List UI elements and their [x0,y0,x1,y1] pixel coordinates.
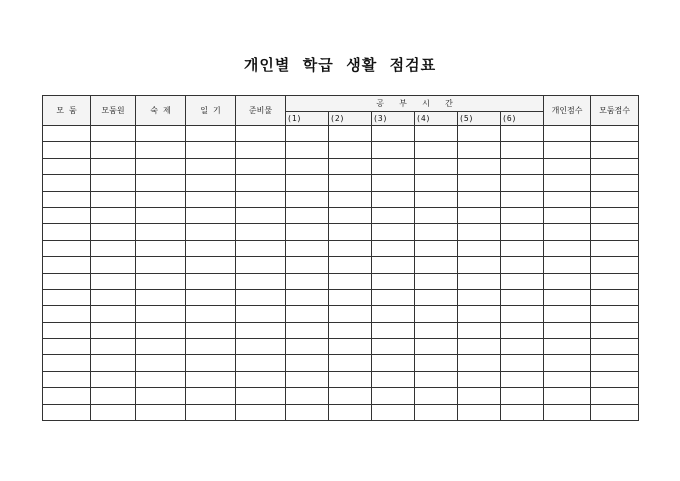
header-period-4: (4) [415,112,458,126]
cell-group-score[interactable] [591,158,639,174]
cell-group[interactable] [43,175,91,191]
cell-homework[interactable] [136,273,186,289]
cell-personal-score[interactable] [544,126,591,142]
cell-homework[interactable] [136,339,186,355]
cell-group[interactable] [43,339,91,355]
cell-supplies[interactable] [236,404,286,420]
cell-group-score[interactable] [591,126,639,142]
cell-period-1[interactable] [286,371,329,387]
cell-group-member[interactable] [91,273,136,289]
cell-supplies[interactable] [236,273,286,289]
cell-period-2[interactable] [329,191,372,207]
cell-homework[interactable] [136,289,186,305]
table-row [43,191,639,207]
cell-group[interactable] [43,355,91,371]
cell-period-3[interactable] [372,224,415,240]
cell-period-2[interactable] [329,306,372,322]
cell-group-member[interactable] [91,404,136,420]
cell-supplies[interactable] [236,289,286,305]
cell-homework[interactable] [136,306,186,322]
cell-period-1[interactable] [286,404,329,420]
table-row [43,371,639,387]
cell-homework[interactable] [136,404,186,420]
cell-group-member[interactable] [91,257,136,273]
cell-period-6[interactable] [501,257,544,273]
cell-period-3[interactable] [372,240,415,256]
cell-group[interactable] [43,289,91,305]
cell-period-2[interactable] [329,289,372,305]
cell-personal-score[interactable] [544,388,591,404]
table-row [43,257,639,273]
cell-homework[interactable] [136,224,186,240]
cell-group-member[interactable] [91,322,136,338]
cell-supplies[interactable] [236,322,286,338]
cell-supplies[interactable] [236,388,286,404]
cell-period-5[interactable] [458,175,501,191]
cell-period-1[interactable] [286,273,329,289]
cell-group-member[interactable] [91,158,136,174]
cell-personal-score[interactable] [544,207,591,223]
cell-period-1[interactable] [286,388,329,404]
cell-period-5[interactable] [458,371,501,387]
cell-diary[interactable] [186,371,236,387]
header-supplies: 준비물 [236,96,286,126]
cell-period-6[interactable] [501,158,544,174]
cell-period-1[interactable] [286,322,329,338]
cell-group-score[interactable] [591,273,639,289]
cell-group-score[interactable] [591,207,639,223]
table-row [43,224,639,240]
cell-period-1[interactable] [286,257,329,273]
cell-period-4[interactable] [415,224,458,240]
cell-period-1[interactable] [286,224,329,240]
cell-diary[interactable] [186,306,236,322]
cell-period-4[interactable] [415,126,458,142]
cell-group[interactable] [43,207,91,223]
cell-diary[interactable] [186,339,236,355]
cell-period-1[interactable] [286,207,329,223]
checklist-table [42,95,639,421]
cell-personal-score[interactable] [544,142,591,158]
document-title: 개인별 학급 생활 점검표 [243,56,437,74]
cell-period-4[interactable] [415,273,458,289]
cell-group[interactable] [43,158,91,174]
cell-period-1[interactable] [286,355,329,371]
cell-group-member[interactable] [91,175,136,191]
header-period-6: (6) [501,112,544,126]
cell-homework[interactable] [136,126,186,142]
cell-period-2[interactable] [329,207,372,223]
cell-period-3[interactable] [372,388,415,404]
cell-period-1[interactable] [286,339,329,355]
cell-period-1[interactable] [286,142,329,158]
cell-personal-score[interactable] [544,289,591,305]
header-group-member: 모둠원 [91,96,136,126]
cell-period-6[interactable] [501,339,544,355]
table-row [43,322,639,338]
cell-diary[interactable] [186,322,236,338]
cell-group[interactable] [43,126,91,142]
cell-diary[interactable] [186,158,236,174]
cell-supplies[interactable] [236,339,286,355]
cell-period-5[interactable] [458,322,501,338]
cell-period-4[interactable] [415,257,458,273]
header-homework: 숙 제 [136,96,186,126]
cell-period-6[interactable] [501,191,544,207]
cell-diary[interactable] [186,191,236,207]
cell-period-6[interactable] [501,371,544,387]
cell-period-4[interactable] [415,191,458,207]
table-row [43,388,639,404]
cell-group-score[interactable] [591,371,639,387]
table-row [43,207,639,223]
cell-homework[interactable] [136,142,186,158]
table-row [43,306,639,322]
cell-group-score[interactable] [591,306,639,322]
table-row [43,240,639,256]
cell-group[interactable] [43,322,91,338]
cell-group-score[interactable] [591,240,639,256]
header-period-5: (5) [458,112,501,126]
cell-personal-score[interactable] [544,371,591,387]
cell-diary[interactable] [186,355,236,371]
cell-group[interactable] [43,306,91,322]
cell-period-5[interactable] [458,388,501,404]
cell-personal-score[interactable] [544,355,591,371]
cell-group[interactable] [43,257,91,273]
cell-period-3[interactable] [372,207,415,223]
cell-period-3[interactable] [372,404,415,420]
cell-group-score[interactable] [591,142,639,158]
cell-period-5[interactable] [458,257,501,273]
header-personal-score: 개인점수 [544,96,591,126]
cell-period-2[interactable] [329,224,372,240]
cell-period-4[interactable] [415,388,458,404]
table-header [43,96,639,126]
cell-homework[interactable] [136,207,186,223]
cell-period-2[interactable] [329,388,372,404]
header-study-time: 공 부 시 간 [286,96,544,112]
table-row [43,355,639,371]
cell-period-6[interactable] [501,306,544,322]
cell-period-2[interactable] [329,371,372,387]
cell-homework[interactable] [136,322,186,338]
cell-personal-score[interactable] [544,158,591,174]
cell-period-4[interactable] [415,240,458,256]
cell-period-2[interactable] [329,322,372,338]
header-group-score: 모둠점수 [591,96,639,126]
cell-diary[interactable] [186,126,236,142]
cell-period-5[interactable] [458,355,501,371]
cell-group-score[interactable] [591,339,639,355]
cell-period-5[interactable] [458,142,501,158]
cell-period-6[interactable] [501,388,544,404]
cell-period-3[interactable] [372,273,415,289]
cell-group[interactable] [43,191,91,207]
cell-group-score[interactable] [591,191,639,207]
cell-group-member[interactable] [91,240,136,256]
cell-period-3[interactable] [372,371,415,387]
cell-period-2[interactable] [329,158,372,174]
cell-supplies[interactable] [236,306,286,322]
cell-group[interactable] [43,371,91,387]
cell-diary[interactable] [186,273,236,289]
cell-supplies[interactable] [236,355,286,371]
cell-personal-score[interactable] [544,240,591,256]
cell-homework[interactable] [136,388,186,404]
cell-period-2[interactable] [329,273,372,289]
cell-period-3[interactable] [372,158,415,174]
cell-group-score[interactable] [591,257,639,273]
cell-group-member[interactable] [91,289,136,305]
table-row [43,289,639,305]
cell-personal-score[interactable] [544,257,591,273]
cell-supplies[interactable] [236,371,286,387]
cell-group[interactable] [43,388,91,404]
cell-period-1[interactable] [286,126,329,142]
cell-diary[interactable] [186,224,236,240]
cell-period-3[interactable] [372,306,415,322]
cell-group-score[interactable] [591,289,639,305]
cell-period-3[interactable] [372,175,415,191]
cell-group-score[interactable] [591,175,639,191]
cell-period-2[interactable] [329,355,372,371]
cell-period-6[interactable] [501,142,544,158]
cell-group-member[interactable] [91,339,136,355]
cell-period-5[interactable] [458,126,501,142]
header-period-1: (1) [286,112,329,126]
cell-period-5[interactable] [458,207,501,223]
cell-homework[interactable] [136,355,186,371]
cell-period-3[interactable] [372,339,415,355]
cell-period-5[interactable] [458,404,501,420]
cell-diary[interactable] [186,388,236,404]
cell-group-score[interactable] [591,322,639,338]
cell-group-member[interactable] [91,306,136,322]
cell-period-5[interactable] [458,339,501,355]
cell-period-6[interactable] [501,126,544,142]
table-row [43,175,639,191]
cell-group-score[interactable] [591,224,639,240]
cell-period-4[interactable] [415,207,458,223]
cell-personal-score[interactable] [544,191,591,207]
cell-personal-score[interactable] [544,306,591,322]
cell-period-1[interactable] [286,240,329,256]
header-period-2: (2) [329,112,372,126]
cell-group[interactable] [43,404,91,420]
table-body [43,126,639,421]
cell-group-member[interactable] [91,388,136,404]
cell-period-1[interactable] [286,306,329,322]
cell-period-1[interactable] [286,158,329,174]
cell-period-5[interactable] [458,158,501,174]
cell-period-4[interactable] [415,306,458,322]
cell-period-2[interactable] [329,175,372,191]
cell-period-1[interactable] [286,191,329,207]
cell-diary[interactable] [186,207,236,223]
cell-group-member[interactable] [91,371,136,387]
table-row [43,126,639,142]
cell-homework[interactable] [136,240,186,256]
cell-supplies[interactable] [236,240,286,256]
cell-period-3[interactable] [372,126,415,142]
header-period-3: (3) [372,112,415,126]
cell-period-4[interactable] [415,289,458,305]
cell-period-2[interactable] [329,257,372,273]
cell-homework[interactable] [136,175,186,191]
cell-diary[interactable] [186,175,236,191]
cell-group-score[interactable] [591,388,639,404]
cell-group-member[interactable] [91,355,136,371]
cell-period-3[interactable] [372,322,415,338]
table-row [43,404,639,420]
cell-period-3[interactable] [372,142,415,158]
cell-group-member[interactable] [91,224,136,240]
cell-period-5[interactable] [458,191,501,207]
cell-homework[interactable] [136,158,186,174]
cell-period-4[interactable] [415,371,458,387]
cell-period-5[interactable] [458,224,501,240]
cell-period-3[interactable] [372,191,415,207]
cell-period-3[interactable] [372,355,415,371]
cell-group[interactable] [43,240,91,256]
cell-period-4[interactable] [415,175,458,191]
cell-period-6[interactable] [501,273,544,289]
cell-period-6[interactable] [501,240,544,256]
cell-supplies[interactable] [236,126,286,142]
table-row [43,158,639,174]
cell-diary[interactable] [186,142,236,158]
cell-period-4[interactable] [415,404,458,420]
cell-diary[interactable] [186,404,236,420]
cell-personal-score[interactable] [544,339,591,355]
cell-supplies[interactable] [236,257,286,273]
cell-period-2[interactable] [329,142,372,158]
cell-period-6[interactable] [501,207,544,223]
cell-period-2[interactable] [329,126,372,142]
cell-group[interactable] [43,224,91,240]
cell-period-1[interactable] [286,289,329,305]
cell-period-6[interactable] [501,224,544,240]
header-group: 모 둠 [43,96,91,126]
cell-group-score[interactable] [591,404,639,420]
cell-supplies[interactable] [236,207,286,223]
header-diary: 일 기 [186,96,236,126]
cell-period-6[interactable] [501,355,544,371]
cell-period-5[interactable] [458,289,501,305]
cell-group-member[interactable] [91,191,136,207]
cell-period-1[interactable] [286,175,329,191]
cell-period-4[interactable] [415,355,458,371]
cell-personal-score[interactable] [544,322,591,338]
cell-supplies[interactable] [236,224,286,240]
cell-period-5[interactable] [458,306,501,322]
cell-supplies[interactable] [236,191,286,207]
cell-period-4[interactable] [415,158,458,174]
cell-period-4[interactable] [415,322,458,338]
cell-period-6[interactable] [501,404,544,420]
cell-diary[interactable] [186,240,236,256]
cell-personal-score[interactable] [544,273,591,289]
cell-group-member[interactable] [91,142,136,158]
cell-homework[interactable] [136,371,186,387]
cell-homework[interactable] [136,257,186,273]
cell-period-6[interactable] [501,322,544,338]
table-row [43,339,639,355]
cell-group-member[interactable] [91,207,136,223]
cell-period-4[interactable] [415,339,458,355]
cell-group[interactable] [43,273,91,289]
cell-period-3[interactable] [372,289,415,305]
cell-period-2[interactable] [329,240,372,256]
cell-group-member[interactable] [91,126,136,142]
cell-homework[interactable] [136,191,186,207]
cell-diary[interactable] [186,257,236,273]
cell-period-2[interactable] [329,339,372,355]
cell-group[interactable] [43,142,91,158]
table-row [43,142,639,158]
cell-supplies[interactable] [236,142,286,158]
cell-period-6[interactable] [501,289,544,305]
cell-period-5[interactable] [458,240,501,256]
cell-personal-score[interactable] [544,224,591,240]
cell-period-3[interactable] [372,257,415,273]
cell-supplies[interactable] [236,175,286,191]
cell-period-4[interactable] [415,142,458,158]
cell-period-2[interactable] [329,404,372,420]
cell-personal-score[interactable] [544,404,591,420]
cell-diary[interactable] [186,289,236,305]
cell-supplies[interactable] [236,158,286,174]
cell-period-6[interactable] [501,175,544,191]
cell-personal-score[interactable] [544,175,591,191]
table-row [43,273,639,289]
cell-period-5[interactable] [458,273,501,289]
cell-group-score[interactable] [591,355,639,371]
